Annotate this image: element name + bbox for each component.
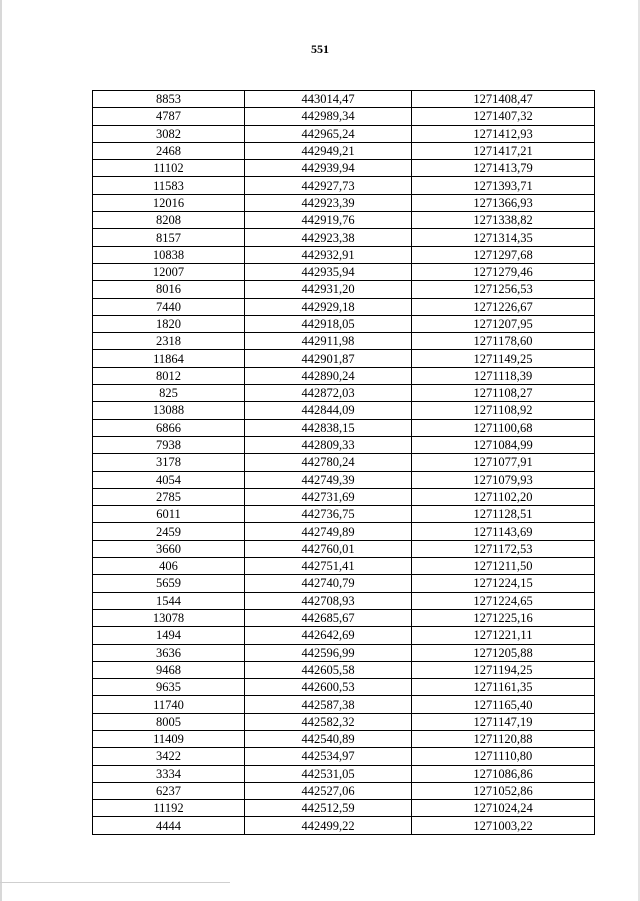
x-coordinate-cell: 442685,67 (245, 609, 412, 626)
x-coordinate-cell: 442534,97 (245, 748, 412, 765)
point-number-cell: 3178 (93, 454, 245, 471)
table-row (93, 263, 595, 280)
y-coordinate-cell: 1271393,71 (412, 177, 595, 194)
table-row (93, 212, 595, 229)
table-row (93, 488, 595, 505)
point-number-cell: 825 (93, 385, 245, 402)
point-number-cell: 406 (93, 558, 245, 575)
point-number-cell: 2468 (93, 142, 245, 159)
point-number-cell: 2785 (93, 488, 245, 505)
y-coordinate-cell: 1271120,88 (412, 730, 595, 747)
x-coordinate-cell: 442527,06 (245, 782, 412, 799)
table-row (93, 419, 595, 436)
point-number-cell: 1494 (93, 627, 245, 644)
table-row (93, 350, 595, 367)
y-coordinate-cell: 1271279,46 (412, 263, 595, 280)
table-row (93, 800, 595, 817)
table-row (93, 523, 595, 540)
x-coordinate-cell: 442901,87 (245, 350, 412, 367)
y-coordinate-cell: 1271221,11 (412, 627, 595, 644)
y-coordinate-cell: 1271110,80 (412, 748, 595, 765)
table-row (93, 696, 595, 713)
point-number-cell: 3660 (93, 540, 245, 557)
x-coordinate-cell: 442587,38 (245, 696, 412, 713)
x-coordinate-cell: 442919,76 (245, 212, 412, 229)
y-coordinate-cell: 1271225,16 (412, 609, 595, 626)
point-number-cell: 4054 (93, 471, 245, 488)
point-number-cell: 8012 (93, 367, 245, 384)
y-coordinate-cell: 1271412,93 (412, 125, 595, 142)
point-number-cell: 6237 (93, 782, 245, 799)
point-number-cell: 8208 (93, 212, 245, 229)
y-coordinate-cell: 1271314,35 (412, 229, 595, 246)
x-coordinate-cell: 442965,24 (245, 125, 412, 142)
y-coordinate-cell: 1271417,21 (412, 142, 595, 159)
table-row (93, 575, 595, 592)
y-coordinate-cell: 1271147,19 (412, 713, 595, 730)
y-coordinate-cell: 1271205,88 (412, 644, 595, 661)
point-number-cell: 4787 (93, 108, 245, 125)
y-coordinate-cell: 1271086,86 (412, 765, 595, 782)
y-coordinate-cell: 1271224,65 (412, 592, 595, 609)
y-coordinate-cell: 1271149,25 (412, 350, 595, 367)
table-row (93, 194, 595, 211)
point-number-cell: 9468 (93, 661, 245, 678)
y-coordinate-cell: 1271413,79 (412, 160, 595, 177)
table-row (93, 229, 595, 246)
y-coordinate-cell: 1271128,51 (412, 506, 595, 523)
table-row (93, 713, 595, 730)
table-row (93, 160, 595, 177)
table-row (93, 142, 595, 159)
table-row (93, 281, 595, 298)
y-coordinate-cell: 1271226,67 (412, 298, 595, 315)
table-row (93, 436, 595, 453)
x-coordinate-cell: 442939,94 (245, 160, 412, 177)
x-coordinate-cell: 442740,79 (245, 575, 412, 592)
x-coordinate-cell: 442927,73 (245, 177, 412, 194)
table-row (93, 592, 595, 609)
point-number-cell: 3422 (93, 748, 245, 765)
table-row (93, 125, 595, 142)
table-row (93, 315, 595, 332)
y-coordinate-cell: 1271211,50 (412, 558, 595, 575)
table-row (93, 367, 595, 384)
y-coordinate-cell: 1271407,32 (412, 108, 595, 125)
table-row (93, 730, 595, 747)
table-row (93, 765, 595, 782)
y-coordinate-cell: 1271100,68 (412, 419, 595, 436)
x-coordinate-cell: 442512,59 (245, 800, 412, 817)
y-coordinate-cell: 1271102,20 (412, 488, 595, 505)
x-coordinate-cell: 442731,69 (245, 488, 412, 505)
point-number-cell: 3636 (93, 644, 245, 661)
x-coordinate-cell: 442918,05 (245, 315, 412, 332)
x-coordinate-cell: 442989,34 (245, 108, 412, 125)
y-coordinate-cell: 1271297,68 (412, 246, 595, 263)
table-row (93, 627, 595, 644)
point-number-cell: 2459 (93, 523, 245, 540)
y-coordinate-cell: 1271024,24 (412, 800, 595, 817)
x-coordinate-cell: 442531,05 (245, 765, 412, 782)
x-coordinate-cell: 442582,32 (245, 713, 412, 730)
point-number-cell: 6866 (93, 419, 245, 436)
point-number-cell: 8157 (93, 229, 245, 246)
y-coordinate-cell: 1271338,82 (412, 212, 595, 229)
point-number-cell: 11409 (93, 730, 245, 747)
table-row (93, 540, 595, 557)
y-coordinate-cell: 1271118,39 (412, 367, 595, 384)
y-coordinate-cell: 1271172,53 (412, 540, 595, 557)
x-coordinate-cell: 442911,98 (245, 333, 412, 350)
table-row (93, 298, 595, 315)
x-coordinate-cell: 442499,22 (245, 817, 412, 834)
table-row (93, 748, 595, 765)
x-coordinate-cell: 442605,58 (245, 661, 412, 678)
coordinates-table (92, 90, 595, 835)
point-number-cell: 8005 (93, 713, 245, 730)
table-row (93, 246, 595, 263)
y-coordinate-cell: 1271143,69 (412, 523, 595, 540)
x-coordinate-cell: 442923,39 (245, 194, 412, 211)
point-number-cell: 8853 (93, 91, 245, 108)
x-coordinate-cell: 442596,99 (245, 644, 412, 661)
table-row (93, 679, 595, 696)
table-row (93, 385, 595, 402)
x-coordinate-cell: 442890,24 (245, 367, 412, 384)
y-coordinate-cell: 1271003,22 (412, 817, 595, 834)
x-coordinate-cell: 442751,41 (245, 558, 412, 575)
x-coordinate-cell: 442749,39 (245, 471, 412, 488)
x-coordinate-cell: 442708,93 (245, 592, 412, 609)
x-coordinate-cell: 442838,15 (245, 419, 412, 436)
x-coordinate-cell: 443014,47 (245, 91, 412, 108)
x-coordinate-cell: 442760,01 (245, 540, 412, 557)
y-coordinate-cell: 1271079,93 (412, 471, 595, 488)
point-number-cell: 3334 (93, 765, 245, 782)
table-row (93, 402, 595, 419)
x-coordinate-cell: 442809,33 (245, 436, 412, 453)
x-coordinate-cell: 442931,20 (245, 281, 412, 298)
y-coordinate-cell: 1271178,60 (412, 333, 595, 350)
point-number-cell: 3082 (93, 125, 245, 142)
point-number-cell: 2318 (93, 333, 245, 350)
point-number-cell: 7938 (93, 436, 245, 453)
point-number-cell: 11102 (93, 160, 245, 177)
point-number-cell: 6011 (93, 506, 245, 523)
table-row (93, 782, 595, 799)
y-coordinate-cell: 1271108,27 (412, 385, 595, 402)
table-row (93, 91, 595, 108)
y-coordinate-cell: 1271108,92 (412, 402, 595, 419)
point-number-cell: 10838 (93, 246, 245, 263)
x-coordinate-cell: 442932,91 (245, 246, 412, 263)
x-coordinate-cell: 442780,24 (245, 454, 412, 471)
point-number-cell: 13088 (93, 402, 245, 419)
table-row (93, 471, 595, 488)
y-coordinate-cell: 1271207,95 (412, 315, 595, 332)
x-coordinate-cell: 442923,38 (245, 229, 412, 246)
point-number-cell: 11740 (93, 696, 245, 713)
table-row (93, 177, 595, 194)
y-coordinate-cell: 1271077,91 (412, 454, 595, 471)
coordinates-table-body (93, 91, 595, 835)
x-coordinate-cell: 442935,94 (245, 263, 412, 280)
y-coordinate-cell: 1271165,40 (412, 696, 595, 713)
point-number-cell: 8016 (93, 281, 245, 298)
point-number-cell: 1544 (93, 592, 245, 609)
x-coordinate-cell: 442929,18 (245, 298, 412, 315)
y-coordinate-cell: 1271194,25 (412, 661, 595, 678)
point-number-cell: 12007 (93, 263, 245, 280)
table-row (93, 333, 595, 350)
y-coordinate-cell: 1271052,86 (412, 782, 595, 799)
point-number-cell: 4444 (93, 817, 245, 834)
x-coordinate-cell: 442749,89 (245, 523, 412, 540)
x-coordinate-cell: 442844,09 (245, 402, 412, 419)
point-number-cell: 11583 (93, 177, 245, 194)
y-coordinate-cell: 1271224,15 (412, 575, 595, 592)
scan-mark-bottom (0, 882, 230, 883)
point-number-cell: 5659 (93, 575, 245, 592)
x-coordinate-cell: 442642,69 (245, 627, 412, 644)
x-coordinate-cell: 442872,03 (245, 385, 412, 402)
table-row (93, 609, 595, 626)
point-number-cell: 12016 (93, 194, 245, 211)
x-coordinate-cell: 442736,75 (245, 506, 412, 523)
table-row (93, 661, 595, 678)
table-row (93, 644, 595, 661)
point-number-cell: 11864 (93, 350, 245, 367)
point-number-cell: 7440 (93, 298, 245, 315)
y-coordinate-cell: 1271084,99 (412, 436, 595, 453)
x-coordinate-cell: 442949,21 (245, 142, 412, 159)
page-number: 551 (311, 42, 329, 56)
x-coordinate-cell: 442540,89 (245, 730, 412, 747)
table-row (93, 454, 595, 471)
point-number-cell: 1820 (93, 315, 245, 332)
table-row (93, 817, 595, 834)
point-number-cell: 11192 (93, 800, 245, 817)
table-row (93, 108, 595, 125)
y-coordinate-cell: 1271366,93 (412, 194, 595, 211)
scan-edge-left (0, 0, 2, 901)
table-row (93, 558, 595, 575)
point-number-cell: 13078 (93, 609, 245, 626)
point-number-cell: 9635 (93, 679, 245, 696)
table-row (93, 506, 595, 523)
x-coordinate-cell: 442600,53 (245, 679, 412, 696)
y-coordinate-cell: 1271256,53 (412, 281, 595, 298)
y-coordinate-cell: 1271161,35 (412, 679, 595, 696)
y-coordinate-cell: 1271408,47 (412, 91, 595, 108)
